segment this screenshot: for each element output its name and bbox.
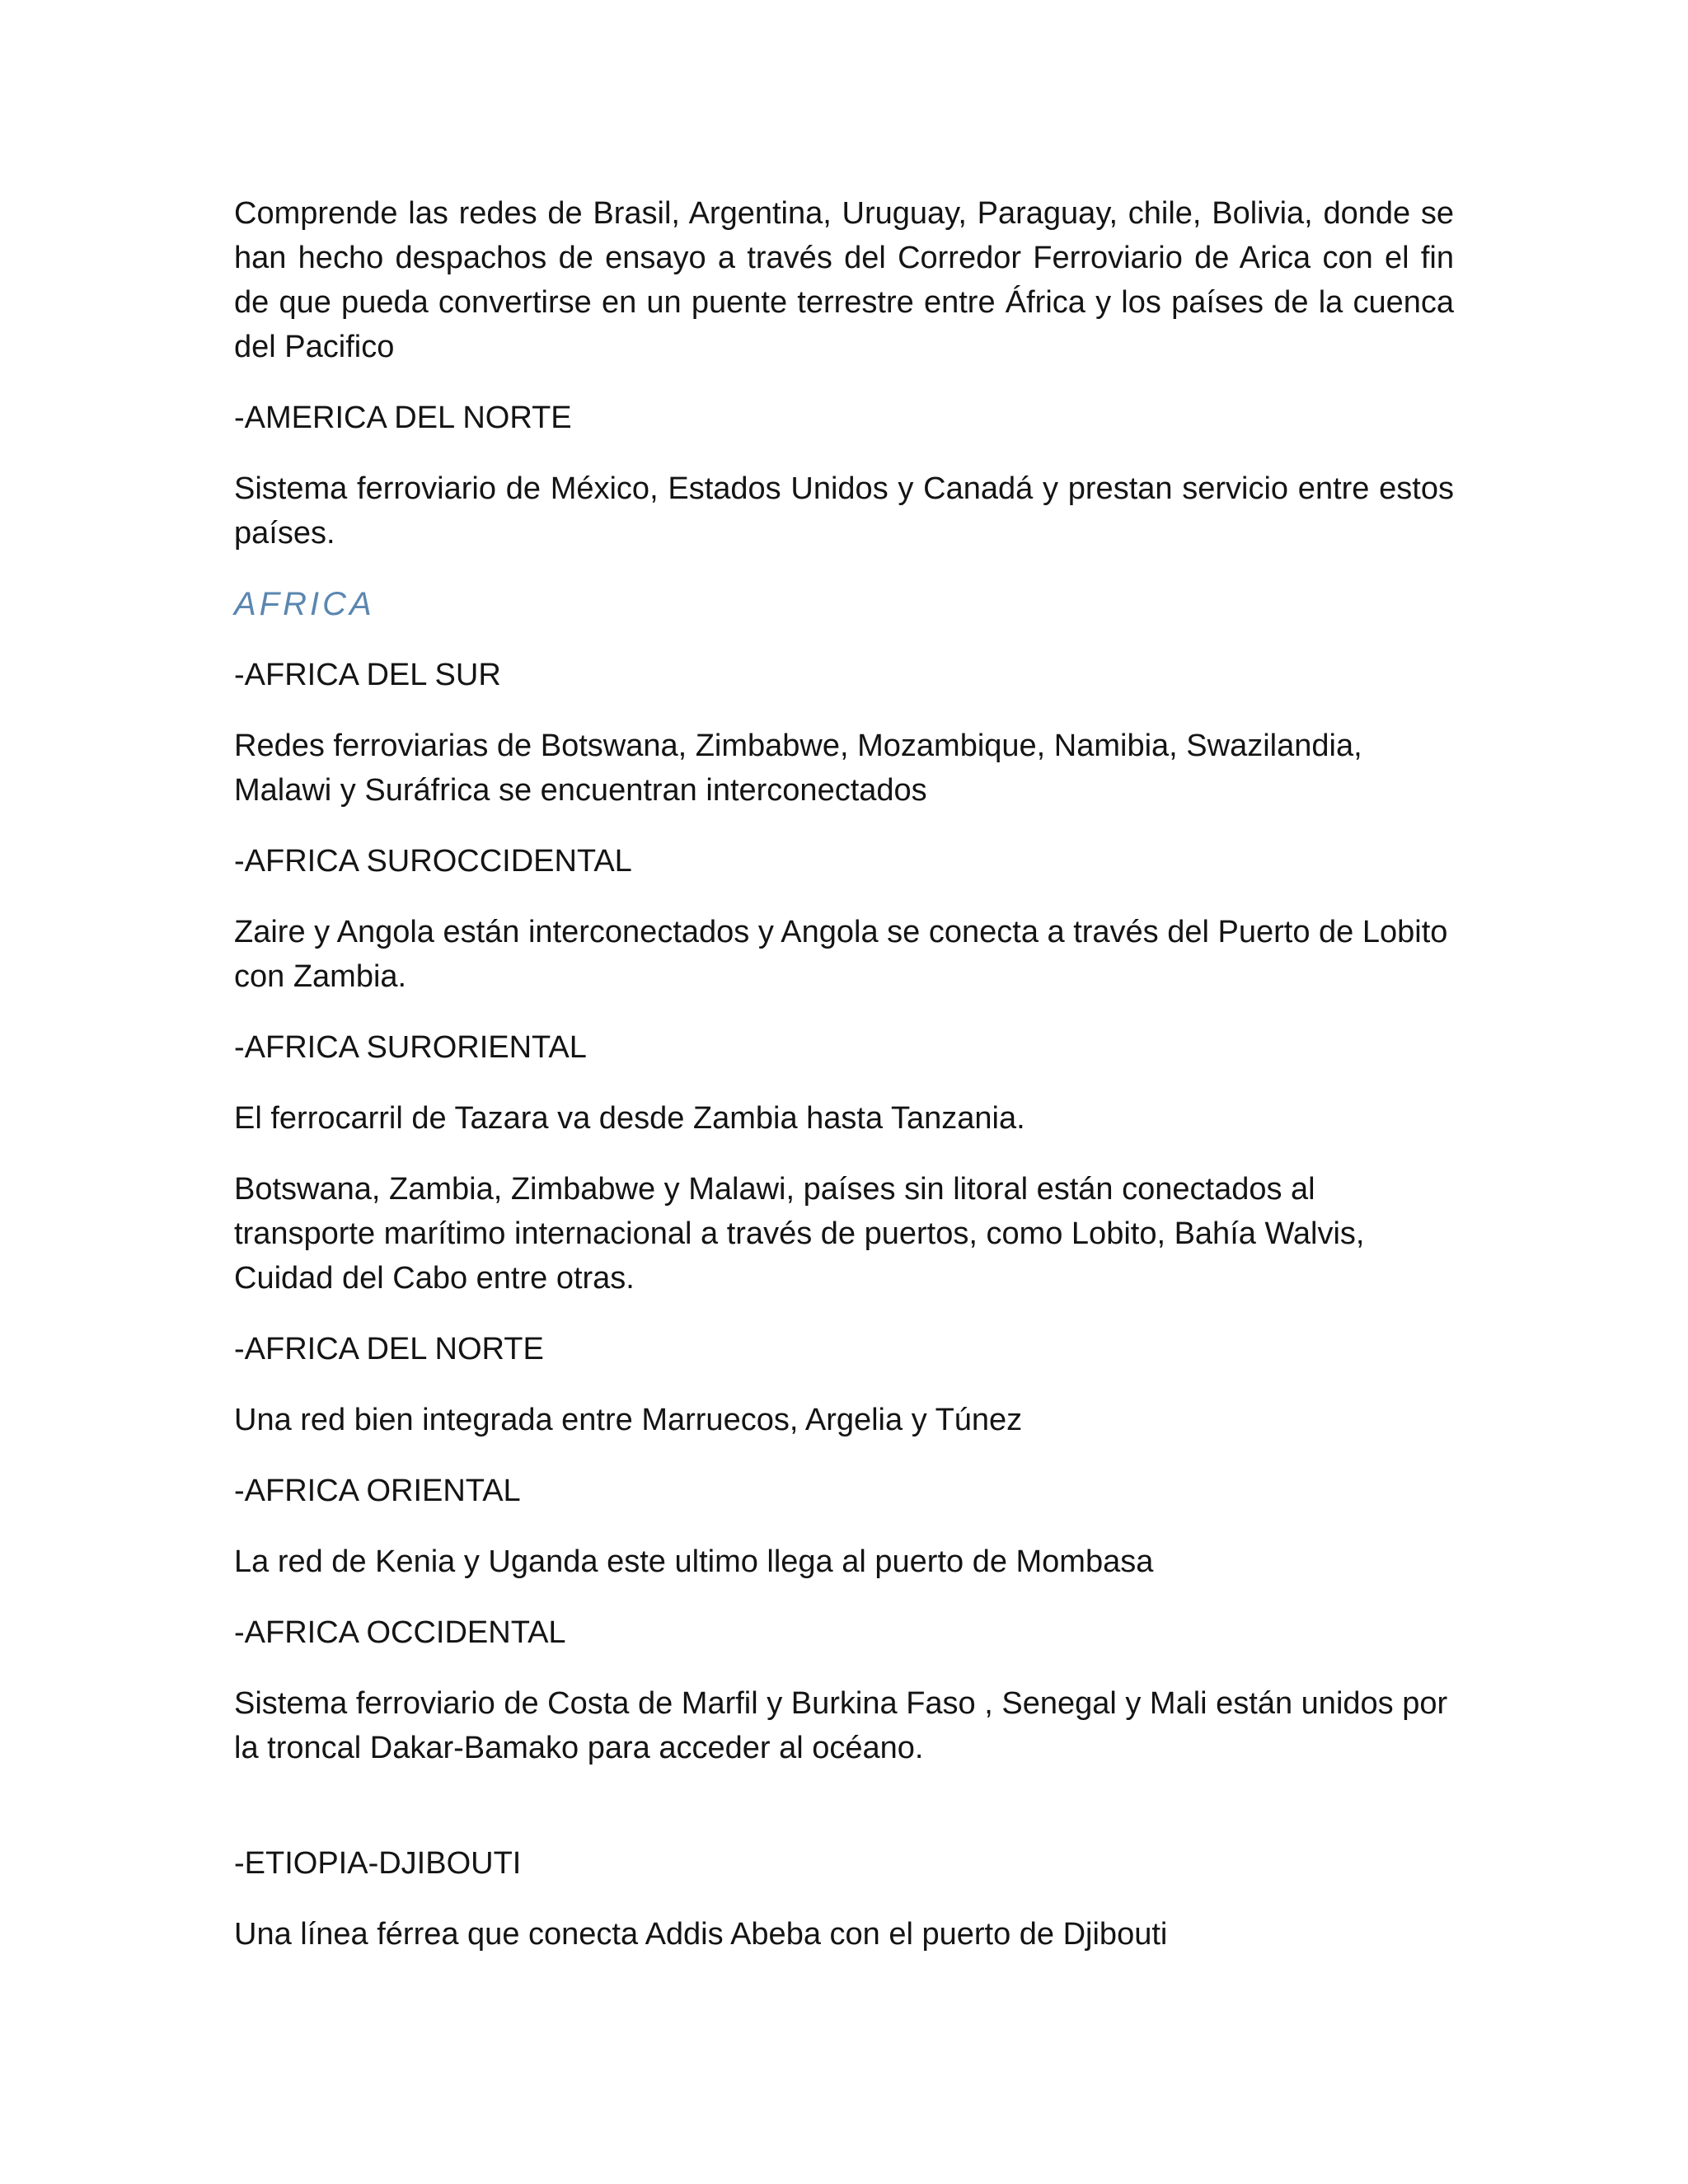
africa-oriental-heading: -AFRICA ORIENTAL bbox=[234, 1474, 521, 1508]
america-norte-paragraph: Sistema ferroviario de México, Estados Unidos y Canadá y prestan servicio entre estos países. bbox=[234, 471, 1454, 551]
document-body bbox=[234, 191, 1454, 1983]
africa-suroriental-paragraph-2: Botswana, Zambia, Zimbabwe y Malawi, países sin litoral están conectados al transporte marítimo internacional a través de puertos, como Lobito, Bahía Walvis, Cuidad del Cabo entre otras. bbox=[234, 1172, 1365, 1296]
africa-occidental-heading: -AFRICA OCCIDENTAL bbox=[234, 1615, 566, 1650]
africa-section-title: AFRICA bbox=[234, 586, 375, 622]
africa-suroriental-paragraph-1: El ferrocarril de Tazara va desde Zambia hasta Tanzania. bbox=[234, 1101, 1025, 1136]
africa-suroccidental-heading: -AFRICA SUROCCIDENTAL bbox=[234, 844, 632, 879]
africa-occidental-paragraph: Sistema ferroviario de Costa de Marfil y Burkina Faso , Senegal y Mali están unidos por la troncal Dakar-Bamako para acceder al océano. bbox=[234, 1686, 1448, 1765]
africa-oriental-paragraph: La red de Kenia y Uganda este ultimo llega al puerto de Mombasa bbox=[234, 1544, 1154, 1579]
africa-suroriental-heading: -AFRICA SURORIENTAL bbox=[234, 1030, 587, 1065]
africa-sur-heading: -AFRICA DEL SUR bbox=[234, 658, 501, 692]
africa-norte-heading: -AFRICA DEL NORTE bbox=[234, 1332, 544, 1366]
etiopia-djibouti-paragraph: Una línea férrea que conecta Addis Abeba con el puerto de Djibouti bbox=[234, 1917, 1168, 1952]
intro-paragraph: Comprende las redes de Brasil, Argentina, Uruguay, Paraguay, chile, Bolivia, donde se han hecho despachos de ensayo a través del Corredor Ferroviario de Arica con el fin de que pueda convertirse en un puente terrestre entre África y los países de la cuenca del Pacifico bbox=[234, 196, 1454, 364]
africa-suroccidental-paragraph: Zaire y Angola están interconectados y Angola se conecta a través del Puerto de Lobito con Zambia. bbox=[234, 915, 1448, 994]
etiopia-djibouti-heading: -ETIOPIA-DJIBOUTI bbox=[234, 1846, 522, 1881]
america-norte-heading: -AMERICA DEL NORTE bbox=[234, 401, 572, 435]
africa-norte-paragraph: Una red bien integrada entre Marruecos, Argelia y Túnez bbox=[234, 1403, 1023, 1437]
africa-sur-paragraph: Redes ferroviarias de Botswana, Zimbabwe, Mozambique, Namibia, Swazilandia, Malawi y Suráfrica se encuentran interconectados bbox=[234, 729, 1362, 808]
